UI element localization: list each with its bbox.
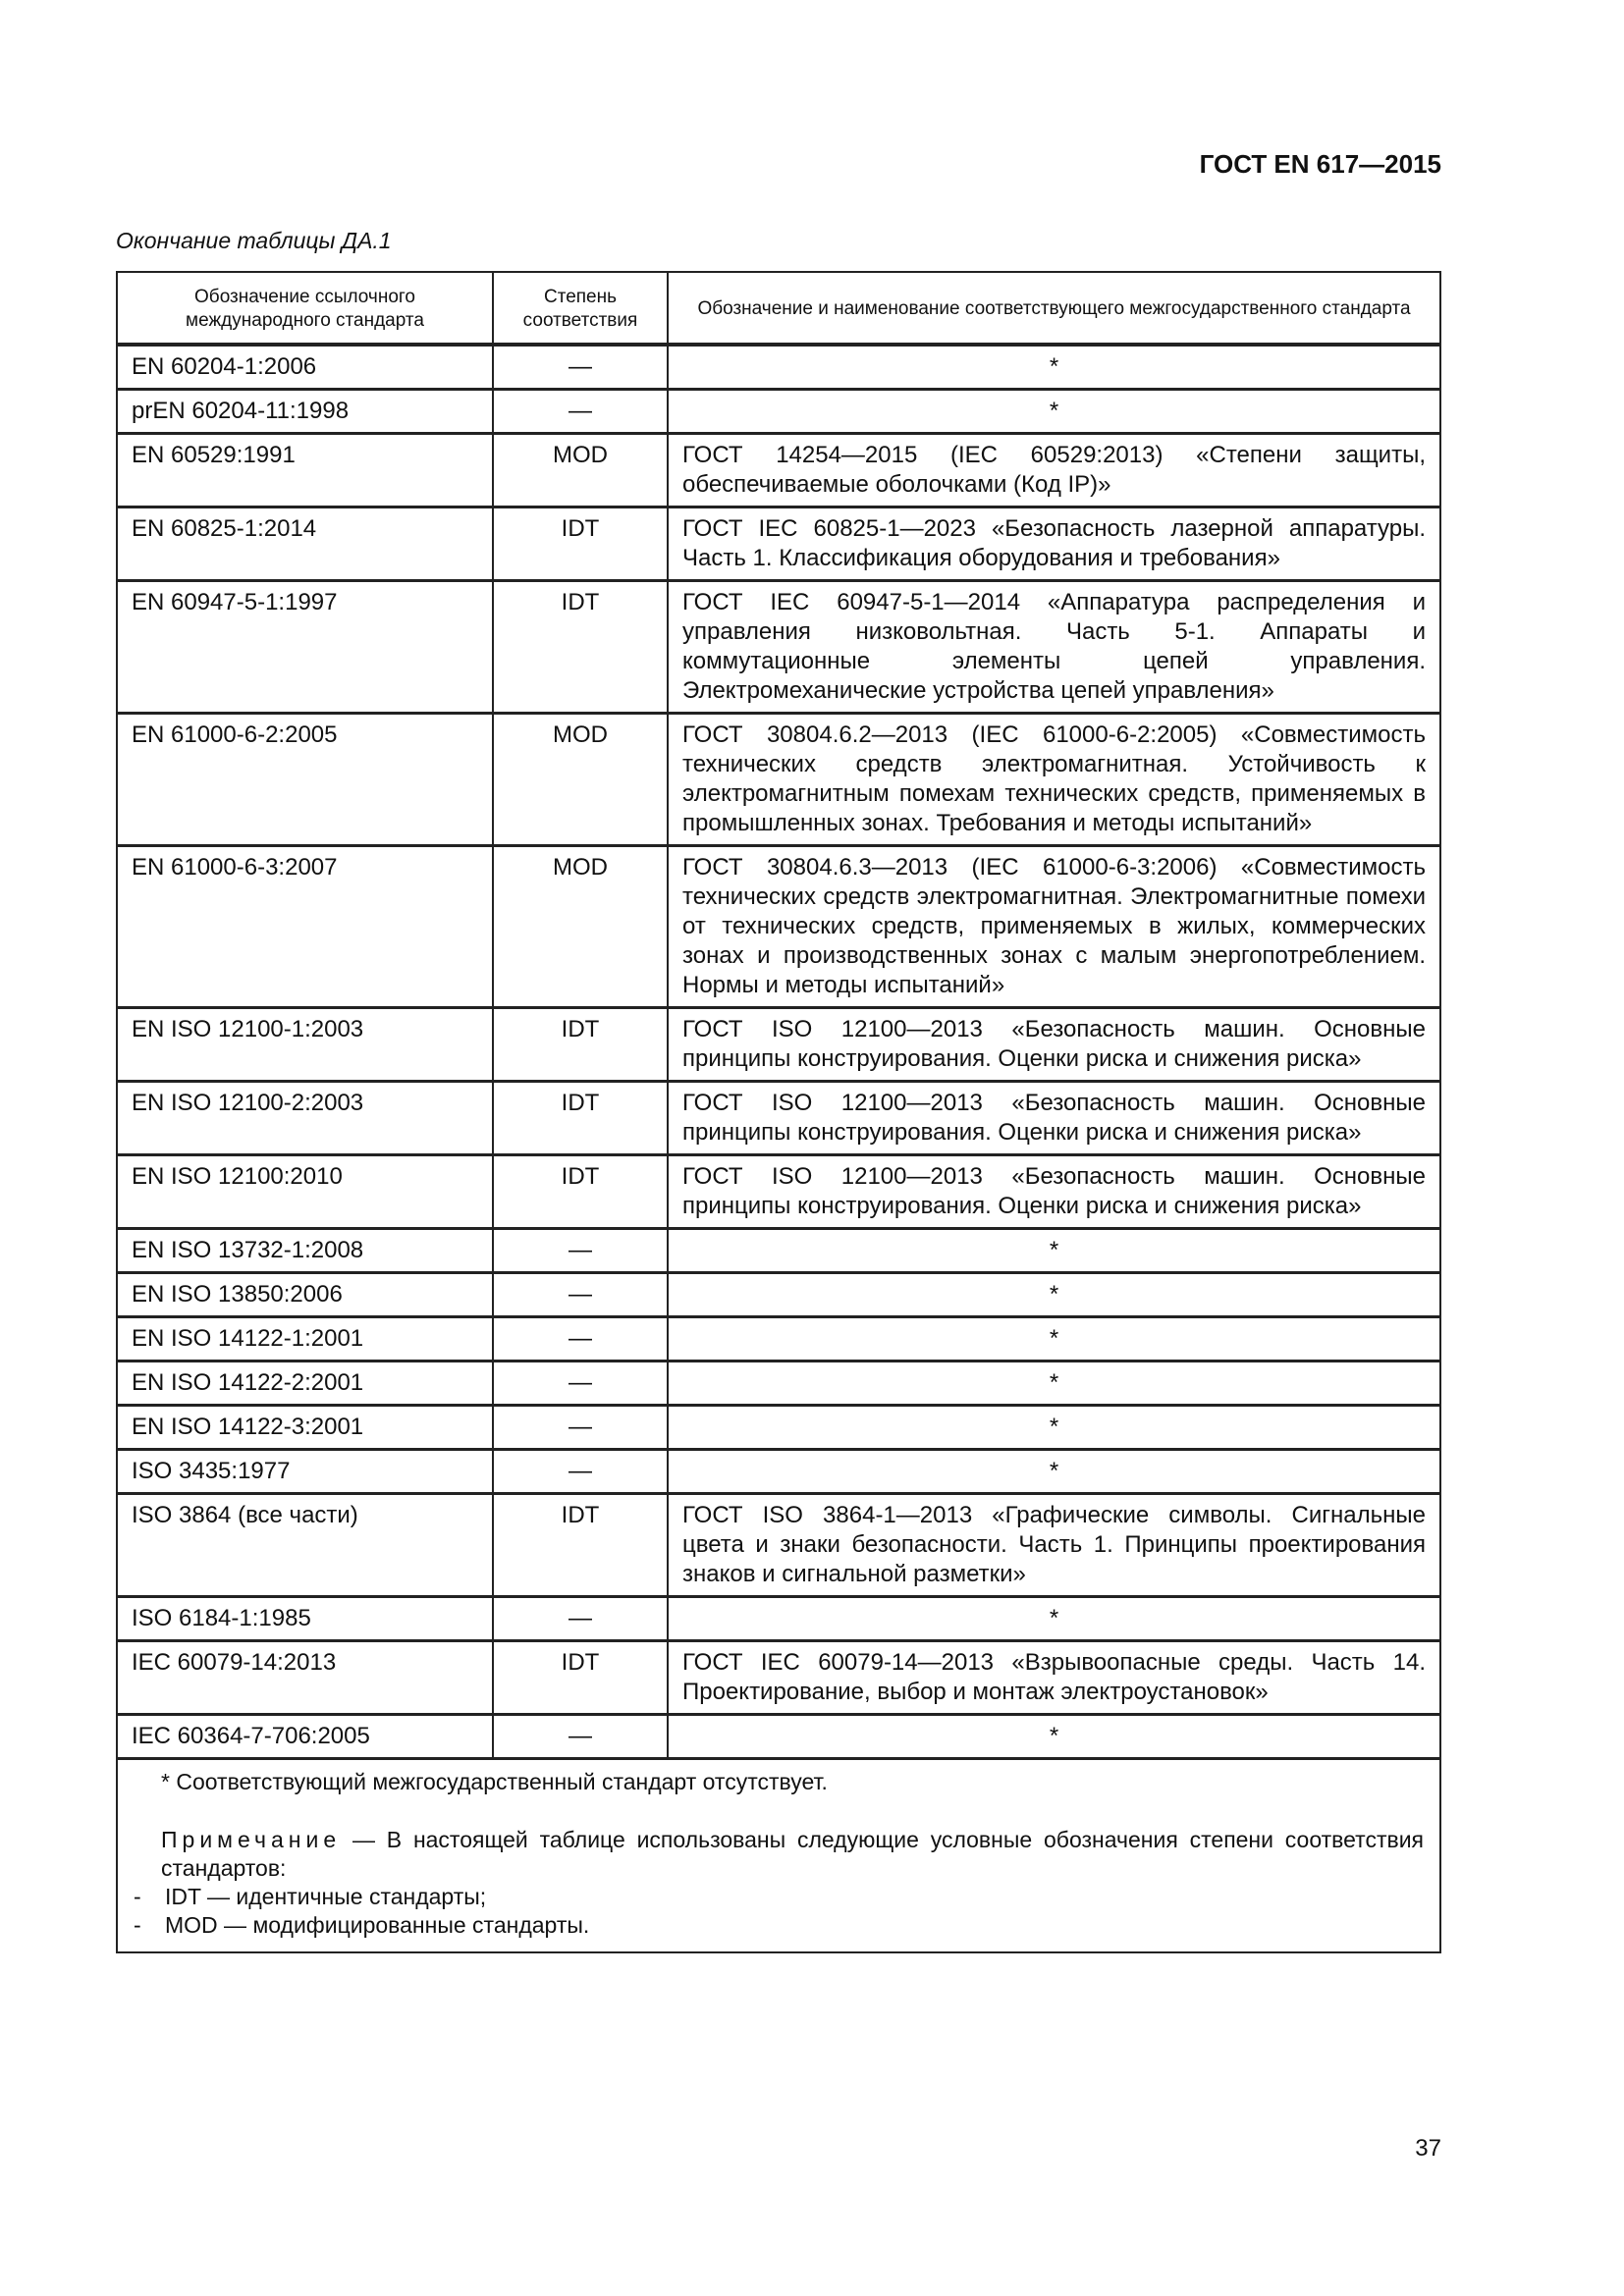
legend-item: [134, 1883, 1424, 1911]
degree-cell: IDT: [493, 1082, 668, 1155]
table-row: [117, 581, 1440, 714]
degree-cell: —: [493, 1229, 668, 1273]
gost-standard-cell: ГОСТ ISO 12100—2013 «Безопасность машин. Основные принципы конструирования. Оценки риска и снижения риска»: [668, 1008, 1440, 1082]
legend-item: [134, 1911, 1424, 1940]
table-row: [117, 1082, 1440, 1155]
table-row: [117, 1273, 1440, 1317]
ref-standard-cell: EN 60825-1:2014: [117, 507, 493, 581]
degree-cell: —: [493, 1450, 668, 1494]
gost-standard-cell: ГОСТ ISO 12100—2013 «Безопасность машин. Основные принципы конструирования. Оценки риска и снижения риска»: [668, 1155, 1440, 1229]
degree-cell: MOD: [493, 434, 668, 507]
gost-standard-cell: *: [668, 1450, 1440, 1494]
footnote-note: [134, 1826, 1424, 1883]
degree-cell: —: [493, 1362, 668, 1406]
gost-standard-cell: *: [668, 345, 1440, 390]
table-row: [117, 1597, 1440, 1641]
degree-cell: IDT: [493, 581, 668, 714]
degree-cell: —: [493, 1406, 668, 1450]
gost-standard-cell: *: [668, 1362, 1440, 1406]
gost-standard-cell: *: [668, 1715, 1440, 1759]
column-header-ref: Обозначение ссылочного международного стандарта: [117, 272, 493, 345]
legend-text: MOD — модифицированные стандарты.: [165, 1912, 590, 1938]
gost-standard-cell: *: [668, 1317, 1440, 1362]
footnote-star: * Соответствующий межгосударственный стандарт отсутствует.: [161, 1769, 828, 1794]
table-row: [117, 714, 1440, 846]
degree-cell: —: [493, 390, 668, 434]
degree-cell: IDT: [493, 1155, 668, 1229]
gost-standard-cell: *: [668, 1597, 1440, 1641]
ref-standard-cell: EN ISO 12100:2010: [117, 1155, 493, 1229]
table-row: [117, 390, 1440, 434]
table-body: [117, 345, 1440, 1759]
document-header: ГОСТ EN 617—2015: [1199, 149, 1441, 179]
table-row: [117, 846, 1440, 1008]
ref-standard-cell: IEC 60079-14:2013: [117, 1641, 493, 1715]
table-row: [117, 1406, 1440, 1450]
degree-cell: —: [493, 1273, 668, 1317]
table-row: [117, 1317, 1440, 1362]
table-row: [117, 1494, 1440, 1597]
ref-standard-cell: prEN 60204-11:1998: [117, 390, 493, 434]
ref-standard-cell: EN ISO 14122-1:2001: [117, 1317, 493, 1362]
column-header-gost: Обозначение и наименование соответствующего межгосударственного стандарта: [668, 272, 1440, 345]
table-row: [117, 1715, 1440, 1759]
degree-cell: —: [493, 1715, 668, 1759]
degree-legend: [134, 1883, 1424, 1940]
ref-standard-cell: EN 61000-6-2:2005: [117, 714, 493, 846]
ref-standard-cell: ISO 3435:1977: [117, 1450, 493, 1494]
legend-bullet: -: [134, 1912, 141, 1938]
degree-cell: —: [493, 1597, 668, 1641]
ref-standard-cell: EN ISO 14122-3:2001: [117, 1406, 493, 1450]
ref-standard-cell: EN 61000-6-3:2007: [117, 846, 493, 1008]
gost-standard-cell: ГОСТ IEC 60825-1—2023 «Безопасность лазерной аппаратуры. Часть 1. Классификация оборудования и требования»: [668, 507, 1440, 581]
note-label: Примечание: [161, 1827, 342, 1852]
table-row: [117, 1450, 1440, 1494]
table-row: [117, 345, 1440, 390]
degree-cell: MOD: [493, 714, 668, 846]
ref-standard-cell: EN 60947-5-1:1997: [117, 581, 493, 714]
table-row: [117, 1229, 1440, 1273]
gost-standard-cell: ГОСТ 30804.6.2—2013 (IEC 61000-6-2:2005) «Совместимость технических средств электромагнитная. Устойчивость к электромагнитным помехам технических средств, применяемых в промышленных зонах. Требования и методы испытаний»: [668, 714, 1440, 846]
legend-bullet: -: [134, 1884, 141, 1909]
table-row: [117, 1008, 1440, 1082]
gost-standard-cell: *: [668, 1273, 1440, 1317]
column-header-degree: Степень соответствия: [493, 272, 668, 345]
ref-standard-cell: EN 60204-1:2006: [117, 345, 493, 390]
gost-standard-cell: *: [668, 1229, 1440, 1273]
table-row: [117, 507, 1440, 581]
gost-standard-cell: ГОСТ ISO 12100—2013 «Безопасность машин. Основные принципы конструирования. Оценки риска и снижения риска»: [668, 1082, 1440, 1155]
ref-standard-cell: EN ISO 14122-2:2001: [117, 1362, 493, 1406]
gost-standard-cell: ГОСТ IEC 60079-14—2013 «Взрывоопасные среды. Часть 14. Проектирование, выбор и монтаж электроустановок»: [668, 1641, 1440, 1715]
ref-standard-cell: IEC 60364-7-706:2005: [117, 1715, 493, 1759]
ref-standard-cell: EN ISO 12100-1:2003: [117, 1008, 493, 1082]
table-row: [117, 434, 1440, 507]
gost-standard-cell: ГОСТ IEC 60947-5-1—2014 «Аппаратура распределения и управления низковольтная. Часть 5-1. Аппараты и коммутационные элементы цепей управления. Электромеханические устройства цепей управления»: [668, 581, 1440, 714]
table-caption: Окончание таблицы ДА.1: [116, 228, 392, 253]
degree-cell: IDT: [493, 1494, 668, 1597]
degree-cell: IDT: [493, 507, 668, 581]
degree-cell: IDT: [493, 1008, 668, 1082]
table-row: [117, 1362, 1440, 1406]
degree-cell: IDT: [493, 1641, 668, 1715]
ref-standard-cell: ISO 6184-1:1985: [117, 1597, 493, 1641]
note-text: — В настоящей таблице использованы следующие условные обозначения степени соответствия стандартов:: [161, 1827, 1424, 1881]
gost-standard-cell: ГОСТ 14254—2015 (IEC 60529:2013) «Степени защиты, обеспечиваемые оболочками (Код IP)»: [668, 434, 1440, 507]
page-number: 37: [1415, 2135, 1441, 2162]
legend-text: IDT — идентичные стандарты;: [165, 1884, 487, 1909]
table-header-row: [117, 272, 1440, 345]
degree-cell: MOD: [493, 846, 668, 1008]
table-row: [117, 1641, 1440, 1715]
ref-standard-cell: EN 60529:1991: [117, 434, 493, 507]
ref-standard-cell: EN ISO 13732-1:2008: [117, 1229, 493, 1273]
ref-standard-cell: EN ISO 12100-2:2003: [117, 1082, 493, 1155]
degree-cell: —: [493, 1317, 668, 1362]
table-row: [117, 1155, 1440, 1229]
degree-cell: —: [493, 345, 668, 390]
gost-standard-cell: *: [668, 390, 1440, 434]
standards-table: [116, 271, 1441, 1953]
table-footnote: [117, 1759, 1440, 1953]
ref-standard-cell: ISO 3864 (все части): [117, 1494, 493, 1597]
gost-standard-cell: ГОСТ 30804.6.3—2013 (IEC 61000-6-3:2006) «Совместимость технических средств электромагнитная. Электромагнитные помехи от технических средств, применяемых в жилых, коммерческих зонах и производственных зонах с малым энергопотреблением. Нормы и методы испытаний»: [668, 846, 1440, 1008]
gost-standard-cell: ГОСТ ISO 3864-1—2013 «Графические символы. Сигнальные цвета и знаки безопасности. Часть 1. Принципы проектирования знаков и сигнальной разметки»: [668, 1494, 1440, 1597]
gost-standard-cell: *: [668, 1406, 1440, 1450]
ref-standard-cell: EN ISO 13850:2006: [117, 1273, 493, 1317]
